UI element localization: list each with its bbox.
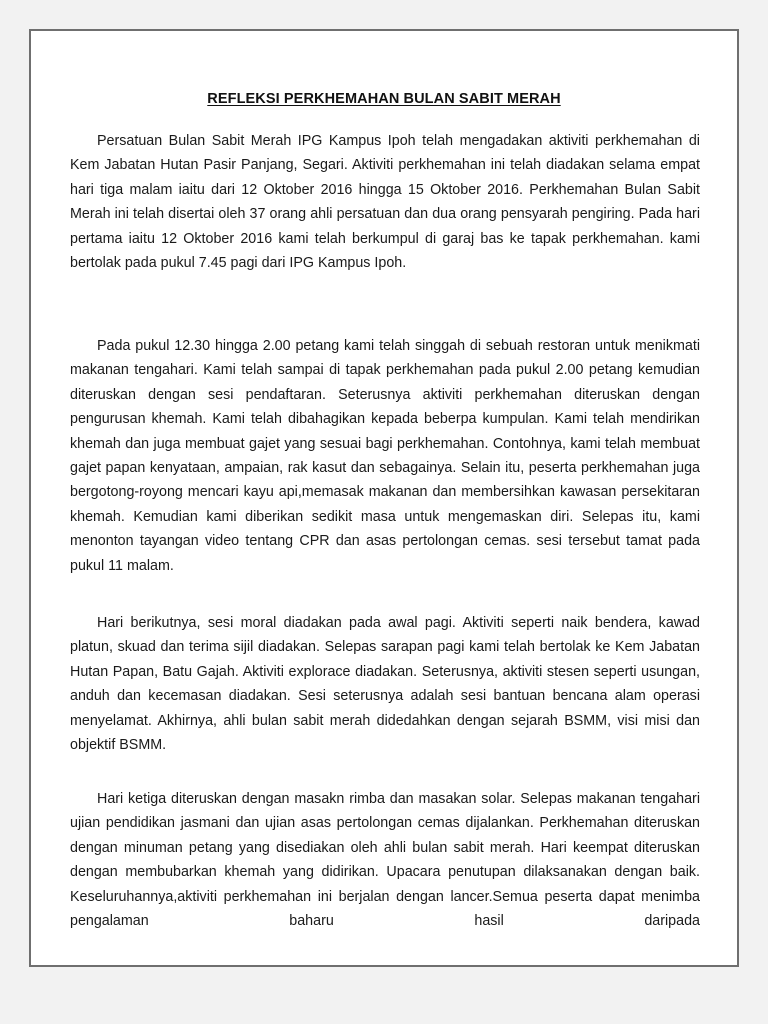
paragraph-2: Pada pukul 12.30 hingga 2.00 petang kami telah singgah di sebuah restoran untuk menikmati makanan tengahari. Kami telah sampai di tapak perkhemahan pada pukul 2.00 petang kemudian diteruskan dengan sesi pendaftaran. Seterusnya aktiviti perkhemahan diteruskan dengan pengurusan khemah. Kami telah dibahagikan kepada beberpa kumpulan. Kami telah mendirikan khemah dan juga membuat gajet yang sesuai bagi perkhemahan. Contohnya, kami telah membuat gajet papan kenyataan, ampaian, rak kasut dan sebagainya. Selain itu, peserta perkhemahan juga bergotong-royong mencari kayu api,memasak makanan dan membersihkan kawasan persekitaran khemah. Kemudian kami diberikan sedikit masa untuk mengemaskan diri. Selepas itu, kami menonton tayangan video tentang CPR dan asas pertolongan cemas. sesi tersebut tamat pada pukul 11 malam. bbox=[70, 338, 700, 574]
document-title: REFLEKSI PERKHEMAHAN BULAN SABIT MERAH bbox=[207, 91, 561, 107]
paragraph-4: Hari ketiga diteruskan dengan masakn rimba dan masakan solar. Selepas makanan tengahari ujian pendidikan jasmani dan ujian asas pertolongan cemas dijalankan. Perkhemahan diteruskan dengan minuman petang yang disediakan oleh ahli bulan sabit merah. Hari keempat diteruskan dengan membubarkan khemah yang didirikan. Upacara penutupan dilaksanakan dengan baik. Keseluruhannya,aktiviti perkhemahan ini berjalan dengan lancer.Semua peserta dapat menimba pengalaman baharu hasil daripada bbox=[70, 791, 700, 930]
page-border-frame bbox=[29, 29, 739, 967]
paragraph-3: Hari berikutnya, sesi moral diadakan pada awal pagi. Aktiviti seperti naik bendera, kawad platun, skuad dan terima sijil diadakan. Selepas sarapan pagi kami telah bertolak ke Kem Jabatan Hutan Papan, Batu Gajah. Aktiviti explorace diadakan. Seterusnya, aktiviti stesen seperti usungan, anduh dan kecemasan diadakan. Sesi seterusnya adalah sesi bantuan bencana alam operasi menyelamat. Akhirnya, ahli bulan sabit merah didedahkan dengan sejarah BSMM, visi misi dan objektif BSMM. bbox=[70, 615, 700, 754]
paragraph-1: Persatuan Bulan Sabit Merah IPG Kampus Ipoh telah mengadakan aktiviti perkhemahan di Kem Jabatan Hutan Pasir Panjang, Segari. Aktiviti perkhemahan ini telah diadakan selama empat hari tiga malam iaitu dari 12 Oktober 2016 hingga 15 Oktober 2016. Perkhemahan Bulan Sabit Merah ini telah disertai oleh 37 orang ahli persatuan dan dua orang pensyarah pengiring. Pada hari pertama iaitu 12 Oktober 2016 kami telah berkumpul di garaj bas ke tapak perkhemahan. kami bertolak pada pukul 7.45 pagi dari IPG Kampus Ipoh. bbox=[70, 133, 700, 272]
